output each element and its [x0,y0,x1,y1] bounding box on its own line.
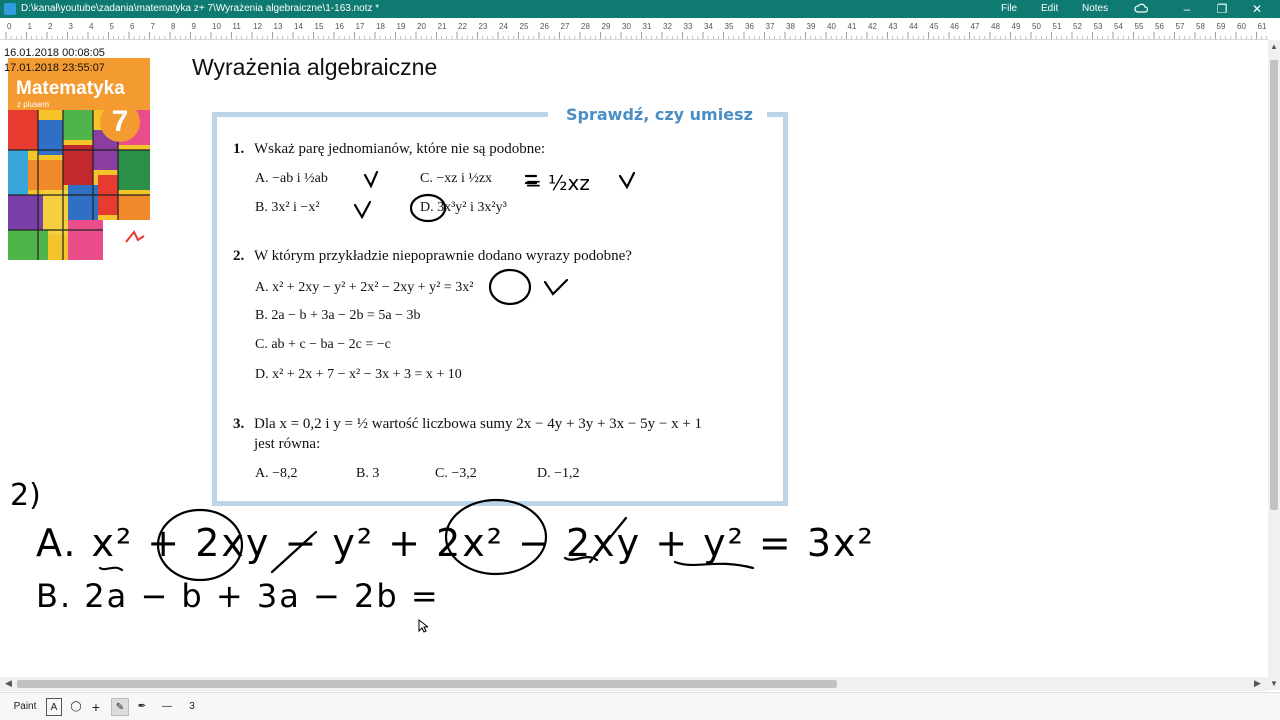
book-grade: 7 [100,102,140,142]
answer-3d: D. −1,2 [537,466,580,481]
lasso-icon[interactable]: ◯ [70,701,82,712]
text-tool-icon[interactable]: A [46,698,62,716]
book-title: Matematyka [16,78,125,99]
task-question: Wskaż parę jednomianów, które nie są podobne: [254,141,546,157]
ruler-label: 61 [1257,22,1267,31]
handwritten-line-b: B. 2a − b + 3a − 2b = [36,577,440,615]
timestamp-created: 16.01.2018 00:08:05 [4,47,105,59]
answer-2a: A. x² + 2xy − y² + 2x² − 2xy + y² = 3x² [255,280,474,295]
ruler-label: 56 [1155,22,1164,31]
ruler-label: 3 [68,22,73,31]
ruler-label: 5 [109,22,114,31]
scroll-left-icon[interactable]: ◀ [5,678,12,688]
add-icon[interactable]: + [91,699,101,715]
ruler-label: 15 [314,22,324,31]
ruler-label: 1 [27,22,32,31]
ruler-label: 2 [48,22,53,31]
task-number: 1. [233,141,245,157]
answer-2d: D. x² + 2x + 7 − x² − 3x + 3 = x + 10 [255,367,462,382]
minimize-icon[interactable]: – [1183,2,1191,16]
ruler-label: 26 [540,22,549,31]
task-marker: 2) [10,478,41,513]
ruler-label: 10 [212,22,221,31]
bottom-toolbar [0,692,1280,720]
ruler-label: 6 [130,22,135,31]
ruler-label: 16 [335,22,344,31]
ruler-label: 39 [806,22,816,31]
answer-3a: A. −8,2 [255,466,298,481]
ruler-label: 22 [458,22,467,31]
menu-edit[interactable]: Edit [1041,3,1059,14]
ruler-label: 21 [437,22,447,31]
menu-notes[interactable]: Notes [1082,3,1109,14]
scroll-up-icon[interactable]: ▲ [1270,42,1278,51]
ruler-label: 28 [581,22,590,31]
ruler-label: 17 [355,22,365,31]
ruler-label: 60 [1237,22,1246,31]
task-number: 2. [233,248,245,264]
ruler-label: 44 [909,22,918,31]
paint-mode-label[interactable]: Paint [13,701,37,712]
ruler-label: 47 [970,22,980,31]
ruler-label: 9 [191,22,196,31]
ruler-label: 58 [1196,22,1205,31]
ruler-label: 50 [1032,22,1041,31]
answer-1d: D. 3x³y² i 3x²y³ [420,200,507,215]
ruler-label: 11 [232,22,241,31]
horizontal-scrollbar[interactable] [0,677,1268,691]
vertical-scroll-thumb[interactable] [1270,60,1278,510]
mouse-cursor-icon [418,619,428,633]
ruler-label: 51 [1052,22,1062,31]
page-title: Wyrażenia algebraiczne [192,54,438,80]
ruler-label: 33 [683,22,693,31]
ruler-label: 31 [642,22,652,31]
scroll-right-icon[interactable]: ▶ [1254,678,1261,688]
book-subtitle: z plusem [17,100,50,109]
ruler-label: 32 [663,22,672,31]
ruler-label: 53 [1093,22,1103,31]
ruler-label: 30 [622,22,631,31]
ruler-label: 18 [376,22,385,31]
check-mark [355,202,370,217]
ruler-label: 25 [519,22,529,31]
handwritten-line-a: A. x² + 2xy − y² + 2x² − 2xy + y² = 3x² [36,521,875,565]
horizontal-scroll-thumb[interactable] [17,680,837,688]
ruler-label: 19 [396,22,406,31]
answer-1c: C. −xz i ½zx [420,171,493,186]
ruler-label: 23 [478,22,488,31]
ruler-label: 54 [1114,22,1123,31]
ruler-label: 59 [1216,22,1226,31]
highlighter-icon[interactable]: ✒ [137,701,147,712]
handwritten-note: = ½xz [525,171,590,195]
ruler-label: 41 [847,22,857,31]
ruler-label: 8 [171,22,176,31]
ruler-label: 4 [89,22,94,31]
task-question: W którym przykładzie niepoprawnie dodano wyrazy podobne? [254,248,632,264]
check-mark [620,173,634,187]
ruler-label: 55 [1134,22,1144,31]
check-mark [365,172,377,186]
close-icon[interactable]: ✕ [1251,2,1263,16]
ruler-label: 7 [150,22,155,31]
box-heading: Sprawdź, czy umiesz [548,105,767,124]
ruler-label: 46 [950,22,959,31]
ruler-label: 57 [1175,22,1185,31]
ruler-label: 36 [745,22,754,31]
circle-annotation [411,195,445,221]
ruler-label: 49 [1011,22,1021,31]
check-mark [545,280,567,294]
menu-file[interactable]: File [1001,3,1018,14]
timestamp-modified: 17.01.2018 23:55:07 [4,62,105,74]
ruler-label: 48 [991,22,1000,31]
answer-2b: B. 2a − b + 3a − 2b = 5a − 3b [255,308,421,323]
window-title: D:\kanał\youtube\zadania\matematyka z+ 7\Wyrażenia algebraiczne\1-163.notz * [21,3,380,14]
ruler-label: 34 [704,22,713,31]
ruler-label: 14 [294,22,303,31]
pen-tool-icon[interactable]: ✎ [111,698,129,716]
task-number: 3. [233,416,245,432]
scroll-down-icon[interactable]: ▼ [1270,679,1278,688]
answer-1b: B. 3x² i −x² [255,200,320,215]
ruler-label: 37 [765,22,775,31]
ruler-label: 24 [499,22,508,31]
ruler-label: 52 [1073,22,1082,31]
task-question: Dla x = 0,2 i y = ½ wartość liczbowa sumy 2x − 4y + 3y + 3x − 5y − x + 1 [254,416,703,432]
ruler-label: 29 [601,22,611,31]
restore-icon[interactable]: ❐ [1216,2,1228,16]
ruler-label: 0 [7,22,12,31]
answer-3c: C. −3,2 [435,466,477,481]
ruler-label: 27 [560,22,570,31]
ruler-label: 45 [929,22,939,31]
answer-2c: C. ab + c − ba − 2c = −c [255,337,391,352]
ruler-label: 42 [868,22,877,31]
ruler-label: 38 [786,22,795,31]
ruler-label: 13 [273,22,283,31]
line-color-icon[interactable]: — [162,701,172,712]
ruler-label: 12 [253,22,262,31]
ruler-label: 43 [888,22,898,31]
pen-size-value[interactable]: 3 [189,701,195,712]
vertical-scrollbar[interactable] [1268,40,1280,690]
ruler-label: 35 [724,22,734,31]
answer-3b: B. 3 [356,466,380,481]
answer-1a: A. −ab i ½ab [255,171,328,186]
ruler-label: 40 [827,22,836,31]
circle-annotation [490,270,530,304]
ruler-label: 20 [417,22,426,31]
task-3-line2: jest równa: [254,436,321,452]
